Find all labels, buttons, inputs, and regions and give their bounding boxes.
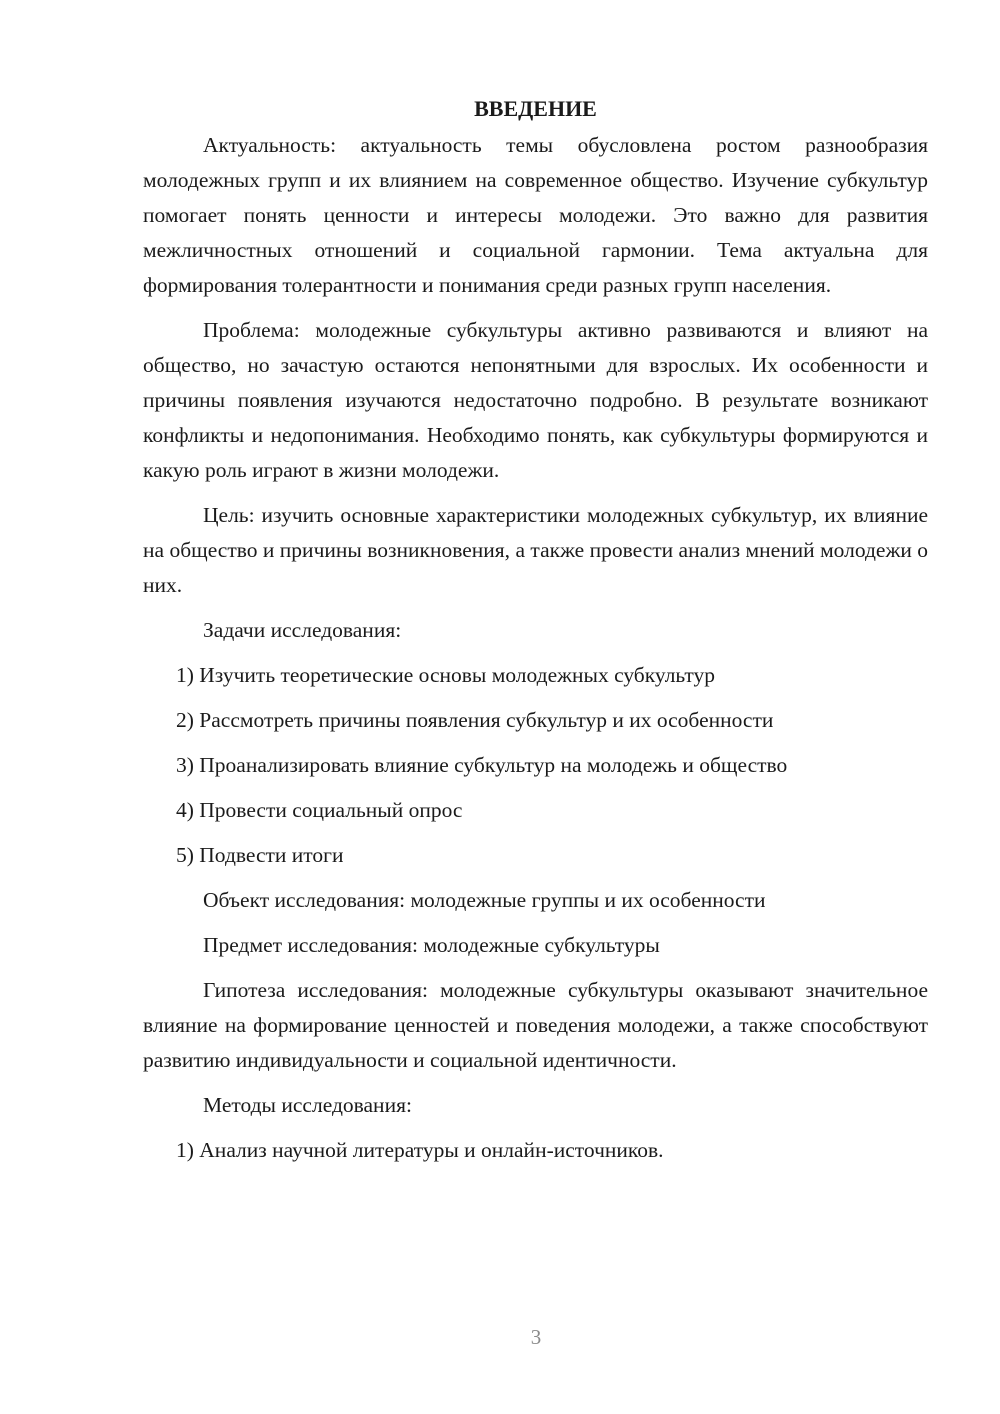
goal-paragraph: Цель: изучить основные характеристики молодежных субкультур, их влияние на общество и причины возникновения, а также провести анализ мнений молодежи о них. <box>143 503 928 597</box>
task-item: 2) Рассмотреть причины появления субкультур и их особенности <box>176 708 774 732</box>
task-item: 3) Проанализировать влияние субкультур на молодежь и общество <box>176 753 788 777</box>
relevance-paragraph: Актуальность: актуальность темы обусловлена ростом разнообразия молодежных групп и их влиянием на современное общество. Изучение субкультур помогает понять ценности и интересы молодежи. Это важно для развития межличностных отношений и социальной гармонии. Тема актуальна для формирования толерантности и понимания среди разных групп населения. <box>143 133 928 297</box>
subject-line: Предмет исследования: молодежные субкультуры <box>203 933 660 957</box>
page-number: 3 <box>530 1325 542 1349</box>
task-item: 5) Подвести итоги <box>176 843 344 867</box>
task-item: 1) Изучить теоретические основы молодежных субкультур <box>176 663 716 687</box>
methods-heading: Методы исследования: <box>203 1093 412 1117</box>
hypothesis-paragraph: Гипотеза исследования: молодежные субкультуры оказывают значительное влияние на формирование ценностей и поведения молодежи, а также способствуют развитию индивидуальности и социальной идентичности. <box>143 978 928 1072</box>
task-item: 4) Провести социальный опрос <box>176 798 463 822</box>
problem-paragraph: Проблема: молодежные субкультуры активно развиваются и влияют на общество, но зачастую остаются непонятными для взрослых. Их особенности и причины появления изучаются недостаточно подробно. В результате возникают конфликты и недопонимания. Необходимо понять, как субкультуры формируются и какую роль играют в жизни молодежи. <box>143 318 928 482</box>
object-line: Объект исследования: молодежные группы и их особенности <box>203 888 766 912</box>
tasks-heading: Задачи исследования: <box>203 618 402 642</box>
document-page <box>143 92 928 1178</box>
method-item: 1) Анализ научной литературы и онлайн-источников. <box>176 1138 664 1162</box>
section-title: ВВЕДЕНИЕ <box>474 96 597 121</box>
